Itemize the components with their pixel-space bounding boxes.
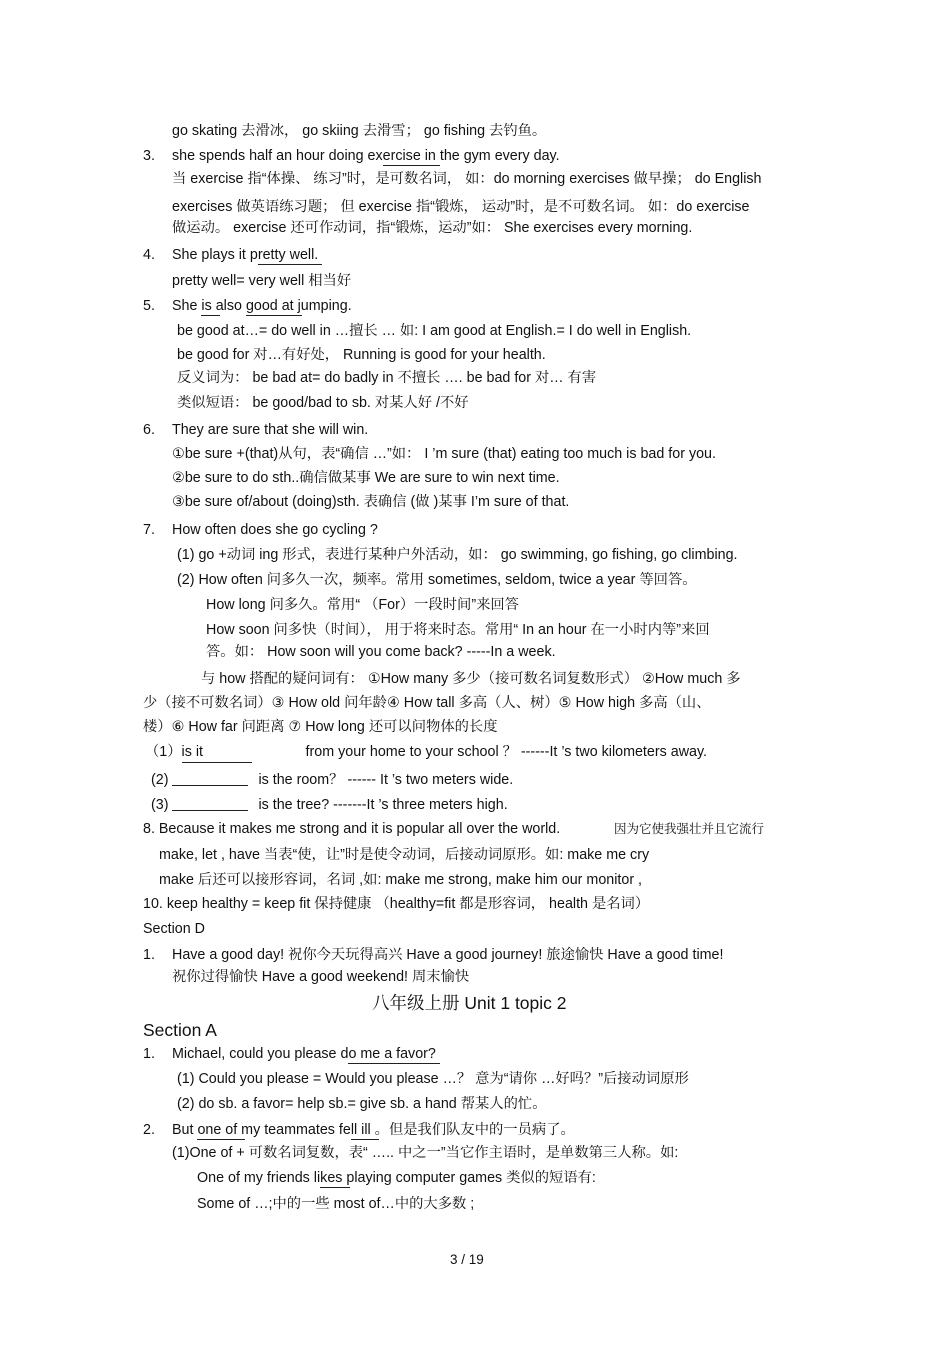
unit-title: 八年级上册 Unit 1 topic 2: [372, 993, 567, 1013]
text-line: 类似短语： be good/bad to sb. 对某人好 /不好: [177, 395, 469, 411]
text-line: 少（接不可数名词）③ How old 问年龄④ How tall 多高（人、树）⑤ How high 多高（山、: [143, 695, 711, 711]
text-line: pretty well= very well 相当好: [172, 273, 352, 289]
text-line: (2) do sb. a favor= help sb.= give sb. a hand 帮某人的忙。: [177, 1096, 547, 1112]
answer-blank[interactable]: [172, 796, 248, 811]
text-line: 祝你过得愉快 Have a good weekend! 周末愉快: [172, 969, 470, 985]
text-line: (1) go +动词 ing 形式，表进行某种户外活动，如： go swimming, go fishing, go climbing.: [177, 547, 738, 563]
text-line: Some of …;中的一些 most of…中的大多数 ;: [197, 1196, 475, 1212]
text-line: 10. keep healthy = keep fit 保持健康 （healthy=fit 都是形容词， health 是名词）: [143, 896, 650, 912]
text-line: make 后还可以接形容词，名词 ,如: make me strong, make him our monitor ,: [159, 872, 643, 888]
item-sentence: She is also good at jumping.: [172, 298, 352, 314]
item-sentence: she spends half an hour doing exercise in the gym every day.: [172, 148, 560, 164]
text-line: ①be sure +(that)从句，表“确信 …”如： I ’m sure (that) eating too much is bad for you.: [172, 446, 716, 462]
text-line: 当 exercise 指“体操、 练习”时，是可数名词， 如：do morning exercises 做早操； do English: [172, 171, 762, 187]
item-number: 1.: [143, 1046, 155, 1062]
item-number: 6.: [143, 422, 155, 438]
exercise-line: (2) is the room？ ------ It ’s two meters wide.: [151, 772, 514, 788]
item-sentence: But one of my teammates fell ill 。但是我们队友中的一员病了。: [172, 1122, 575, 1138]
text-line: ②be sure to do sth..确信做某事 We are sure to win next time.: [172, 470, 560, 486]
text-line: How soon 问多快（时间）， 用于将来时态。常用“ In an hour 在一小时内等”来回: [206, 622, 710, 638]
item-number: 7.: [143, 522, 155, 538]
item-number: 2.: [143, 1122, 155, 1138]
text-line: go skating 去滑冰， go skiing 去滑雪； go fishing 去钓鱼。: [172, 123, 547, 139]
text-line: 与 how 搭配的疑问词有： ①How many 多少（接可数名词复数形式） ②How much 多: [201, 671, 741, 687]
item-number: 4.: [143, 247, 155, 263]
text-line: exercises 做英语练习题； 但 exercise 指“锻炼， 运动”时，是不可数名词。 如：do exercise: [172, 199, 750, 215]
item-number: 5.: [143, 298, 155, 314]
item-number: 1.: [143, 947, 155, 963]
item-number: 3.: [143, 148, 155, 164]
translation-note: 因为它使我强壮并且它流行: [614, 822, 765, 836]
text-line: (1)One of + 可数名词复数，表“ ….. 中之一”当它作主语时，是单数第三人称。如:: [172, 1145, 679, 1161]
text-line: be good for 对…有好处， Running is good for your health.: [177, 347, 546, 363]
text-line: (2) How often 问多久一次，频率。常用 sometimes, seldom, twice a year 等回答。: [177, 572, 697, 588]
text-line: 答。如： How soon will you come back? -----In a week.: [206, 644, 556, 660]
section-heading: Section D: [143, 921, 205, 937]
text-line: 反义词为： be bad at= do badly in 不擅长 …. be bad for 对… 有害: [177, 370, 597, 386]
item-sentence: Have a good day! 祝你今天玩得高兴 Have a good journey! 旅途愉快 Have a good time!: [172, 947, 724, 963]
text-line: (1) Could you please = Would you please …？ 意为“请你 …好吗？”后接动词原形: [177, 1071, 689, 1087]
text-line: 做运动。 exercise 还可作动词，指“锻炼，运动”如： She exercises every morning.: [172, 220, 693, 236]
text-line: ③be sure of/about (doing)sth. 表确信 (做 )某事 I’m sure of that.: [172, 494, 570, 510]
text-line: be good at…= do well in …擅长 … 如: I am good at English.= I do well in English.: [177, 323, 692, 339]
text-line: One of my friends likes playing computer games 类似的短语有:: [197, 1170, 596, 1186]
item-sentence: She plays it pretty well.: [172, 247, 319, 263]
exercise-line: （1）is it from your home to your school ？ ------It ’s two kilometers away.: [145, 744, 708, 760]
text-line: make, let , have 当表“使，让”时是使令动词，后接动词原形。如: make me cry: [159, 847, 650, 863]
item-sentence: They are sure that she will win.: [172, 422, 369, 438]
exercise-line: (3) is the tree? -------It ’s three meters high.: [151, 797, 508, 813]
text-line: How long 问多久。常用“ （For）一段时间”来回答: [206, 597, 519, 613]
text-line: 楼）⑥ How far 问距离 ⑦ How long 还可以问物体的长度: [143, 719, 498, 735]
item-sentence: Michael, could you please do me a favor?: [172, 1046, 436, 1062]
item-sentence: How often does she go cycling ?: [172, 522, 378, 538]
section-title: Section A: [143, 1020, 217, 1040]
text-line: 8. Because it makes me strong and it is popular all over the world.: [143, 821, 561, 837]
answer-blank[interactable]: [172, 771, 248, 786]
page-number: 3 / 19: [450, 1252, 484, 1267]
